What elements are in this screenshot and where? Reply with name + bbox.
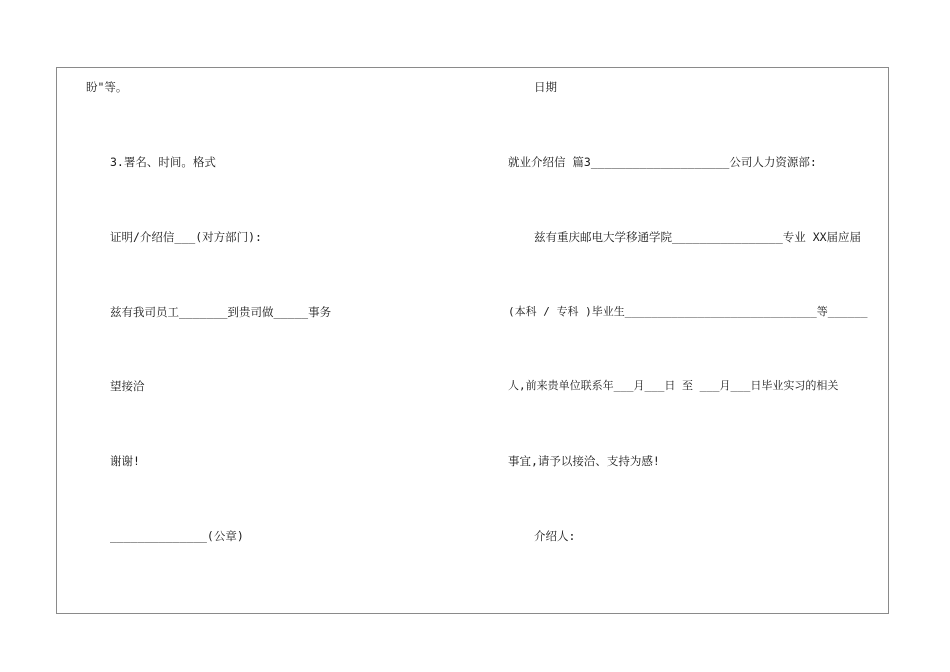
left-line-4: 兹有我司员工_______到贵司做_____事务	[110, 305, 332, 319]
left-line-1: 盼"等。	[86, 80, 128, 94]
right-line-4: (本科 / 专科 )毕业生_____________________________等______	[508, 305, 868, 318]
left-line-3: 证明/介绍信___(对方部门):	[110, 230, 262, 244]
left-line-2: 3.署名、时间。格式	[110, 155, 216, 169]
right-line-6: 事宜,请予以接洽、支持为感!	[508, 454, 660, 468]
right-line-7: 介绍人:	[534, 529, 576, 543]
left-line-7: ______________(公章)	[110, 529, 244, 543]
right-line-2: 就业介绍信 篇3____________________公司人力资源部:	[508, 155, 817, 169]
right-line-5: 人,前来贵单位联系年___月___日 至 ___月___日毕业实习的相关	[508, 379, 839, 392]
left-line-5: 望接洽	[110, 379, 145, 393]
right-line-3: 兹有重庆邮电大学移通学院________________专业 XX届应届	[534, 230, 862, 244]
left-line-6: 谢谢!	[110, 454, 140, 468]
right-line-1: 日期	[534, 80, 557, 94]
